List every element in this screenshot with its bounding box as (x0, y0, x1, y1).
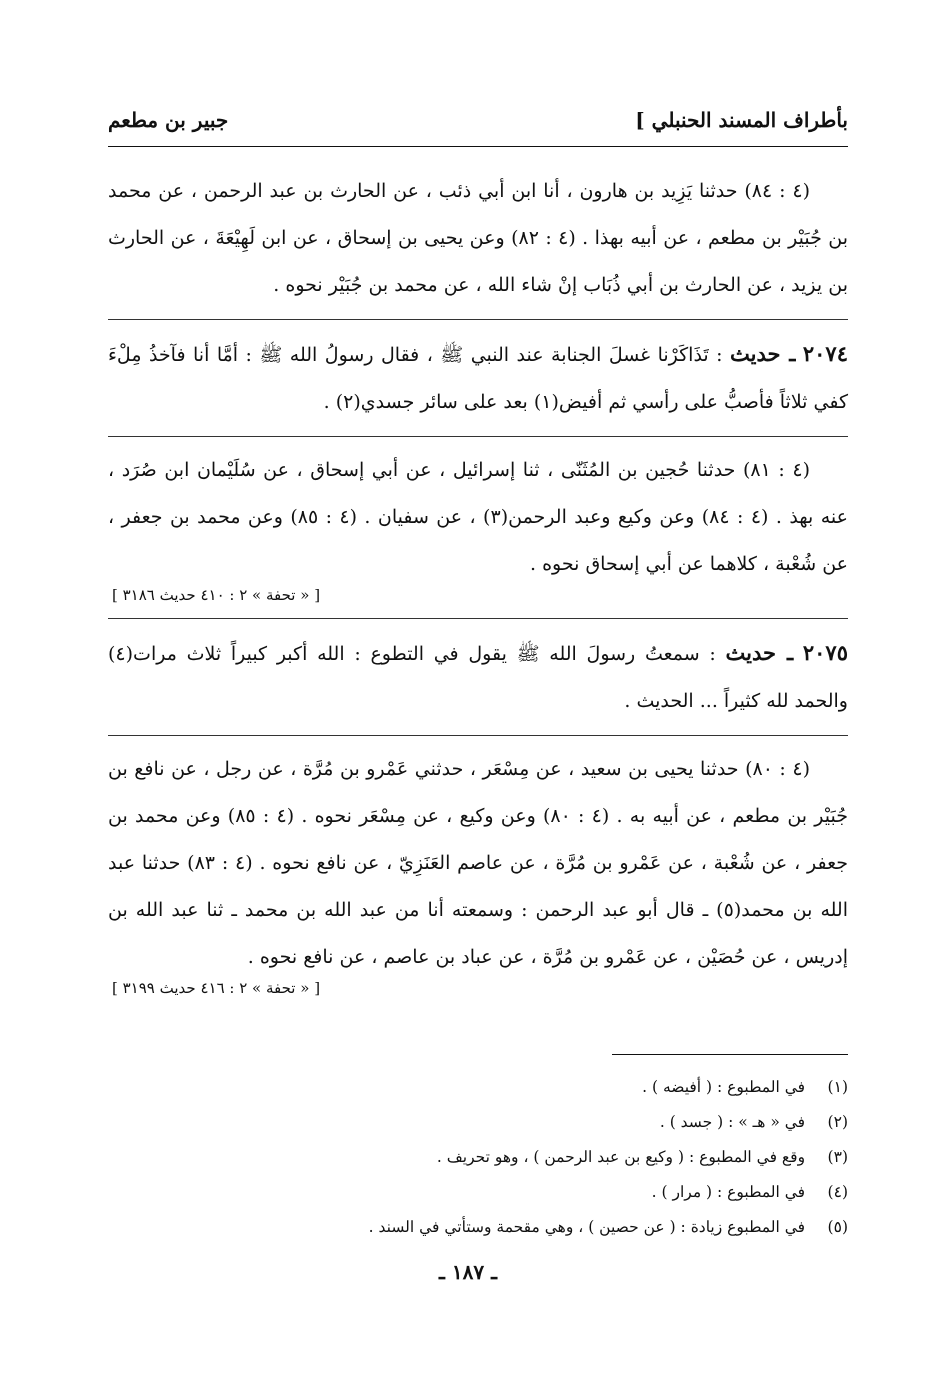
hadith-number: ٢٠٧٥ (802, 640, 848, 665)
section-divider (108, 618, 848, 619)
footnote-number: (٣) (827, 1148, 848, 1166)
hadith-text: : تَذَاكَرْنا غسلَ الجنابة عند النبي ﷺ ، فقال رسولُ الله ﷺ : أمَّا أنا فآخذُ مِلْءَ كفي ثلاثاً فأصبُّ على رأسي ثم أفيض(١) بعد على سائر جسدي(٢) . (108, 344, 848, 413)
chapter-subject: جبير بن مطعم (108, 108, 229, 132)
hadith-text: : سمعتُ رسولَ الله ﷺ يقول في التطوع : الله أكبر كبيراً ثلاث مرات(٤) والحمد لله كثيراً ... الحديث . (108, 643, 848, 712)
tuhfa-reference: [ « تحفة » ٢ : ٤١٦ حديث ٣١٩٩ ] (112, 979, 321, 997)
footnote-number: (٥) (827, 1218, 848, 1236)
section-divider (108, 319, 848, 320)
page-number: ـ ١٨٧ ـ (439, 1260, 497, 1284)
header-rule (108, 146, 848, 147)
footnote (108, 1140, 848, 1175)
footnote-text: في المطبوع : ( مرار ) . (651, 1183, 806, 1201)
isnad-block-1: (٤ : ٨٤) حدثنا يَزِيد بن هارون ، أنا ابن أبي ذئب ، عن الحارث بن عبد الرحمن ، عن محمد بن جُبَيْر بن مطعم ، عن أبيه بهذا . (٤ : ٨٢) وعن يحيى بن إسحاق ، عن ابن لَهِيْعَةَ ، عن الحارث بن يزيد ، عن الحارث بن أبي ذُبَاب إنْ شاء الله ، عن محمد بن جُبَيْر نحوه . (108, 180, 848, 296)
footnote (108, 1105, 848, 1140)
footnote (108, 1175, 848, 1210)
footnote-text: في « هـ » : ( جسد ) . (659, 1113, 806, 1131)
footnote-text: في المطبوع زيادة : ( عن حصين ) ، وهي مقحمة وستأتي في السند . (368, 1218, 806, 1236)
hadith-label: ـ حديث (730, 341, 796, 366)
footnote-text: في المطبوع : ( أفيضه ) . (642, 1078, 806, 1096)
footnote-number: (٢) (827, 1113, 848, 1131)
hadith-2075 (108, 629, 848, 725)
footnote-number: (١) (827, 1078, 848, 1096)
footnote-rule (612, 1054, 848, 1055)
hadith-number: ٢٠٧٤ (802, 341, 848, 366)
tuhfa-reference: [ « تحفة » ٢ : ٤١٠ حديث ٣١٨٦ ] (112, 586, 321, 604)
footnote (108, 1210, 848, 1245)
footnotes (108, 1070, 848, 1245)
footnote-text: وقع في المطبوع : ( وكيع بن عبد الرحمن ) ، وهو تحريف . (436, 1148, 806, 1166)
main-text (108, 168, 848, 1009)
hadith-2074 (108, 330, 848, 426)
running-header (108, 108, 848, 142)
section-divider (108, 735, 848, 736)
isnad-block-2: (٤ : ٨١) حدثنا حُجين بن المُثَنّى ، ثنا إسرائيل ، عن أبي إسحاق ، عن سُلَيْمان ابن صُرَد ، عنه بهذ . (٤ : ٨٤) وعن وكيع وعبد الرحمن(٣) ، عن سفيان . (٤ : ٨٥) وعن محمد بن جعفر ، عن شُعْبة ، كلاهما عن أبي إسحاق نحوه . (108, 459, 849, 575)
footnote-number: (٤) (827, 1183, 848, 1201)
book-title: بأطراف المسند الحنبلي ] (635, 108, 848, 132)
section-divider (108, 436, 848, 437)
isnad-block-3: (٤ : ٨٠) حدثنا يحيى بن سعيد ، عن مِسْعَر ، حدثني عَمْرو بن مُرَّة ، عن رجل ، عن نافع بن جُبَيْر بن مطعم ، عن أبيه به . (٤ : ٨٠) وعن وكيع ، عن مِسْعَر نحوه . (٤ : ٨٥) وعن محمد بن جعفر ، عن شُعْبة ، عن عَمْرو بن مُرَّة ، عن عاصم العَنَزِيّ ، عن نافع نحوه . (٤ : ٨٣) حدثنا عبد الله بن محمد(٥) ـ قال أبو عبد الرحمن : وسمعته أنا من عبد الله بن محمد ـ ثنا عبد الله بن إدريس ، عن حُصَيْن ، عن عَمْرو بن مُرَّة ، عن عباد بن عاصم ، عن نافع نحوه . (108, 758, 849, 968)
footnote (108, 1070, 848, 1105)
hadith-label: ـ حديث (725, 640, 794, 665)
